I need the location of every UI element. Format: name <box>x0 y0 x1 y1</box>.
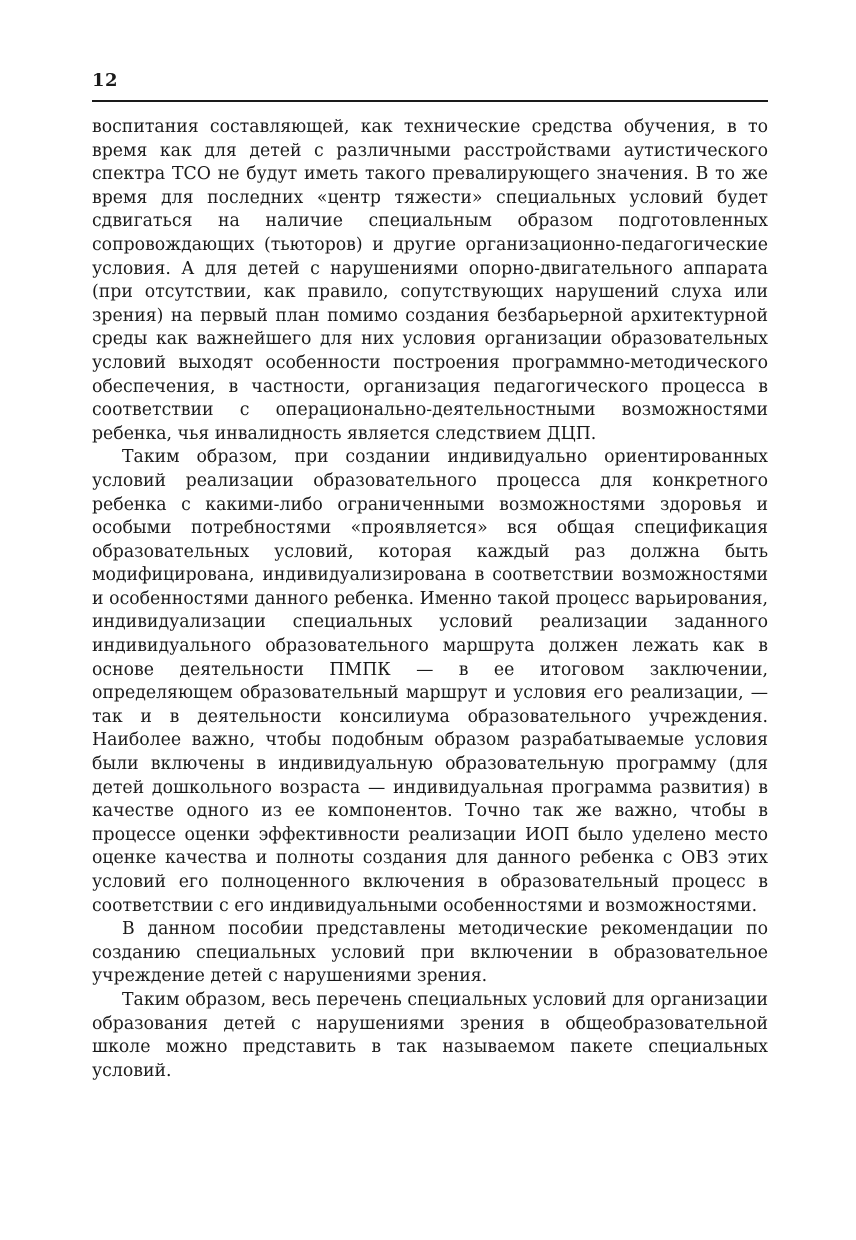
paragraph-3: В данном пособии представлены методические рекомендации по созданию специальных условий при включении в образовательное учреждение детей с нарушениями зрения. <box>92 919 768 987</box>
page-header <box>92 66 768 102</box>
page-body <box>92 116 768 1083</box>
page-number: 12 <box>92 70 119 91</box>
paragraph-1: воспитания составляющей, как технические средства обучения, в то время как для детей с различными расстройствами аутистического спектра ТСО не будут иметь такого превалирующего значения. В то же время для последних «центр тяжести» специальных условий будет сдвигаться на наличие специальным образом подготовленных сопровождающих (тьюторов) и другие организационно-педагогические условия. А для детей с нарушениями опорно-двигательного аппарата (при отсутствии, как правило, сопутствующих нарушений слуха или зрения) на первый план помимо создания безбарьерной архитектурной среды как важнейшего для них условия организации образовательных условий выходят особенности построения программно-методического обеспечения, в частности, организация педагогического процесса в соответствии с операционально-деятельностными возможностями ребенка, чья инвалидность является следствием ДЦП. <box>92 117 768 444</box>
paragraph-2: Таким образом, при создании индивидуально ориентированных условий реализации образовательного процесса для конкретного ребенка с какими-либо ограниченными возможностями здоровья и особыми потребностями «проявляется» вся общая спецификация образовательных условий, которая каждый раз должна быть модифицирована, индивидуализирована в соответствии возможностями и особенностями данного ребенка. Именно такой процесс варьирования, индивидуализации специальных условий реализации заданного индивидуального образовательного маршрута должен лежать как в основе деятельности ПМПК — в ее итоговом заключении, определяющем образовательный маршрут и условия его реализации, — так и в деятельности консилиума образовательного учреждения. Наиболее важно, чтобы подобным образом разрабатываемые условия были включены в индивидуальную образовательную программу (для детей дошкольного возраста — индивидуальная программа развития) в качестве одного из ее компонентов. Точно так же важно, чтобы в процессе оценки эффективности реализации ИОП было уделено место оценке качества и полноты создания для данного ребенка с ОВЗ этих условий его полноценного включения в образовательный процесс в соответствии с его индивидуальными особенностями и возможностями. <box>92 447 768 916</box>
paragraph-4: Таким образом, весь перечень специальных условий для организации образования детей с нарушениями зрения в общеобразовательной школе можно представить в так называемом пакете специальных условий. <box>92 989 768 1081</box>
